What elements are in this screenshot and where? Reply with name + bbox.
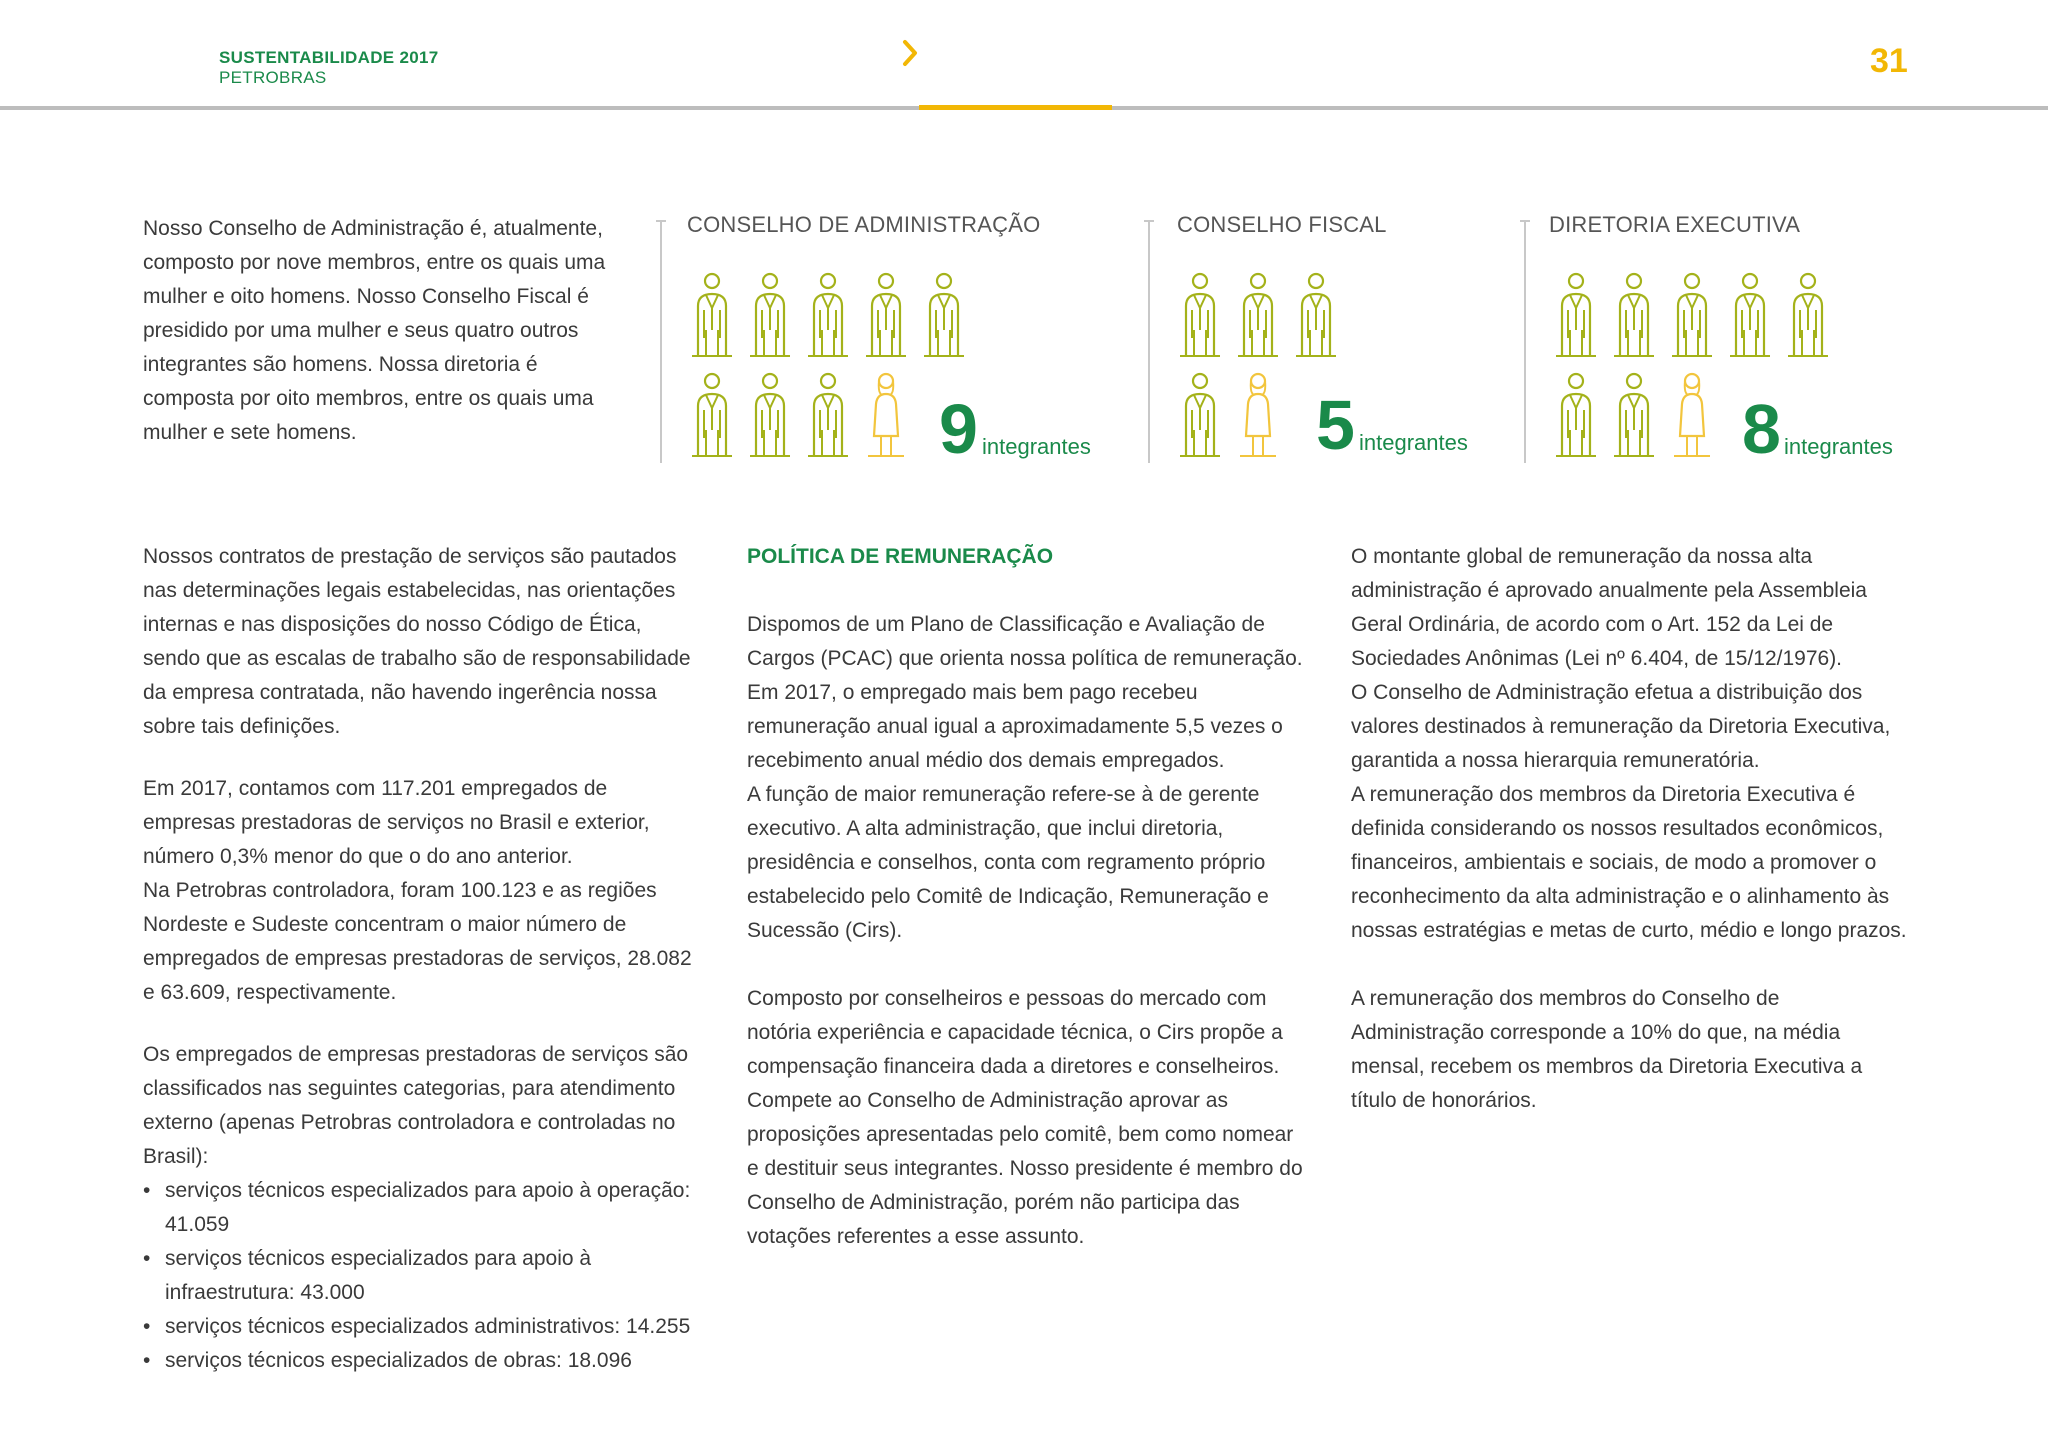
panel-divider: [1524, 220, 1526, 463]
contracts-paragraph: Nossos contratos de prestação de serviços são pautados nas determinações legais estabelecidas, nas orientações internas e nas disposições do nosso Código de Ética, sendo que as escalas de trabalho são de responsabilidade da empresa contratada, não havendo ingerência nossa sobre tais definições.: [143, 545, 691, 738]
list-item: • serviços técnicos especializados administrativos: 14.255: [143, 1310, 703, 1344]
member-count: 9: [939, 390, 978, 468]
column-global-remuneration: [1351, 540, 1911, 1118]
page-number: 31: [1870, 42, 1908, 80]
pcac-paragraph: Dispomos de um Plano de Classificação e Avaliação de Cargos (PCAC) que orienta nossa política de remuneração. Em 2017, o empregado mais bem pago recebeu remuneração anual igual a aproximadamente 5,5 vezes o recebimento anual médio dos demais empregados.: [747, 613, 1303, 772]
member-count-label: integrantes: [982, 434, 1091, 459]
man-icon: [1670, 272, 1714, 358]
man-icon: [864, 272, 908, 358]
intro-text: Nosso Conselho de Administração é, atualmente, composto por nove membros, entre os quais uma mulher e oito homens. Nosso Conselho Fiscal é presidido por uma mulher e seus quatro outros integrantes são homens. Nossa diretoria é composta por oito membros, entre os quais uma mulher e sete homens.: [143, 217, 606, 444]
man-icon: [806, 272, 850, 358]
man-icon: [922, 272, 966, 358]
list-item: • serviços técnicos especializados para apoio à infraestrutura: 43.000: [143, 1242, 703, 1310]
criteria-paragraph: A remuneração dos membros da Diretoria Executiva é definida considerando os nossos resultados econômicos, financeiros, ambientais e sociais, de modo a promover o reconhecimento da alta administração e o alinhamento às nossas estratégias e metas de curto, médio e longo prazos.: [1351, 783, 1907, 942]
categories-intro: Os empregados de empresas prestadoras de serviços são classificados nas seguintes categorias, para atendimento externo (apenas Petrobras controladora e controladas no Brasil):: [143, 1043, 689, 1168]
man-icon: [748, 272, 792, 358]
man-icon: [806, 372, 850, 458]
list-item: • serviços técnicos especializados para apoio à operação: 41.059: [143, 1174, 703, 1242]
regions-paragraph: Na Petrobras controladora, foram 100.123 e as regiões Nordeste e Sudeste concentram o maior número de empregados de empresas prestadoras de serviços, 28.082 e 63.609, respectivamente.: [143, 879, 692, 1004]
panel-divider: [1148, 220, 1150, 463]
brand-title: SUSTENTABILIDADE 2017: [219, 48, 439, 67]
man-icon: [1612, 372, 1656, 458]
distribution-paragraph: O Conselho de Administração efetua a distribuição dos valores destinados à remuneração da Diretoria Executiva, garantida a nossa hierarquia remuneratória.: [1351, 681, 1891, 772]
woman-icon: [864, 372, 908, 458]
member-count: 5: [1316, 386, 1355, 464]
member-count: 8: [1742, 390, 1781, 468]
man-icon: [1554, 272, 1598, 358]
man-icon: [1786, 272, 1830, 358]
man-icon: [690, 272, 734, 358]
board-remuneration-paragraph: A remuneração dos membros do Conselho de Administração corresponde a 10% do que, na média mensal, recebem os membros da Diretoria Executiva a título de honorários.: [1351, 987, 1863, 1112]
panel-conselho-fiscal: [1148, 212, 1488, 472]
man-icon: [690, 372, 734, 458]
brand-subtitle: PETROBRAS: [219, 68, 327, 87]
man-icon: [1612, 272, 1656, 358]
employees-paragraph: Em 2017, contamos com 117.201 empregados de empresas prestadoras de serviços no Brasil e exterior, número 0,3% menor do que o do ano anterior.: [143, 777, 650, 868]
man-icon: [1294, 272, 1338, 358]
man-icon: [1178, 372, 1222, 458]
executive-function-paragraph: A função de maior remuneração refere-se à de gerente executivo. A alta administração, que inclui diretoria, presidência e conselhos, conta com regramento próprio estabelecido pelo Comitê de Indicação, Remuneração e Sucessão (Cirs).: [747, 783, 1269, 942]
chevron-right-icon[interactable]: [900, 38, 922, 68]
section-progress-marker: [919, 105, 1112, 110]
list-item: • serviços técnicos especializados de obras: 18.096: [143, 1344, 703, 1378]
panel-title: DIRETORIA EXECUTIVA: [1549, 212, 1801, 237]
column-remuneration-policy: [747, 540, 1307, 1254]
member-count-label: integrantes: [1784, 434, 1893, 459]
cirs-paragraph: Composto por conselheiros e pessoas do mercado com notória experiência e capacidade técnica, o Cirs propõe a compensação financeira dada a diretores e conselheiros. Compete ao Conselho de Administração aprovar as proposições apresentadas pelo comitê, bem como nomear e destituir seus integrantes. Nosso presidente é membro do Conselho de Administração, porém não participa das votações referentes a esse assunto.: [747, 987, 1303, 1248]
categories-list: [143, 1174, 703, 1378]
brand: [219, 48, 438, 88]
page-header: [0, 0, 2048, 112]
panel-conselho-administracao: [660, 212, 1110, 472]
panel-diretoria-executiva: [1524, 212, 1994, 472]
intro-paragraph: [143, 212, 623, 450]
global-amount-paragraph: O montante global de remuneração da nossa alta administração é aprovado anualmente pela Assembleia Geral Ordinária, de acordo com o Art. 152 da Lei de Sociedades Anônimas (Lei nº 6.404, de 15/12/1976).: [1351, 545, 1867, 670]
man-icon: [1236, 272, 1280, 358]
man-icon: [748, 372, 792, 458]
man-icon: [1178, 272, 1222, 358]
man-icon: [1554, 372, 1598, 458]
panel-divider: [660, 220, 662, 463]
panel-title: CONSELHO DE ADMINISTRAÇÃO: [687, 212, 1041, 237]
man-icon: [1728, 272, 1772, 358]
column-contracts: [143, 540, 703, 1378]
woman-icon: [1236, 372, 1280, 458]
woman-icon: [1670, 372, 1714, 458]
member-count-label: integrantes: [1359, 430, 1468, 455]
section-heading: POLÍTICA DE REMUNERAÇÃO: [747, 545, 1054, 568]
panel-title: CONSELHO FISCAL: [1177, 212, 1387, 237]
